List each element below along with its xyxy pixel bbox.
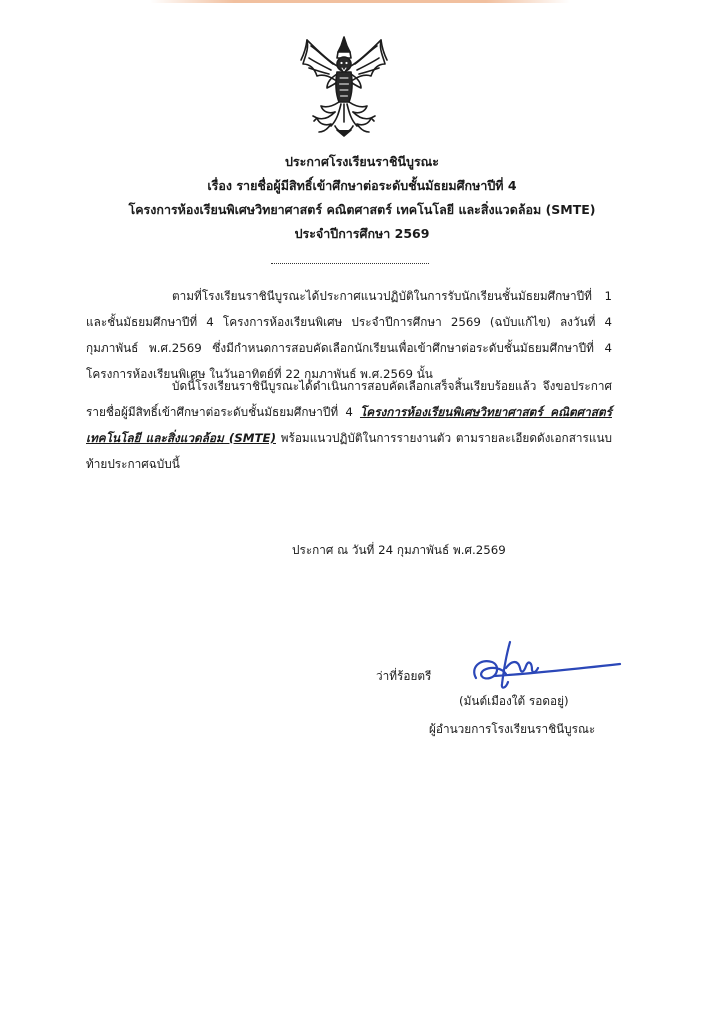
garuda-emblem [297,34,391,138]
handwritten-signature [466,638,626,698]
academic-year-line: ประจำปีการศึกษา 2569 [294,226,430,241]
issue-date: ประกาศ ณ วันที่ 24 กุมภาพันธ์ พ.ศ.2569 [292,543,506,557]
program-emphasis: โครงการห้องเรียนพิเศษวิทยาศาสตร์ คณิตศาสตร์ เทคโนโลยี และสิ่งแวดล้อม (SMTE) [86,405,612,445]
paragraph-2-start: บัดนี้โรงเรียนราชินีบูรณะได้ดำเนินการสอบคัดเลือกเสร็จสิ้นเรียบร้อยแล้ว จึงขอประกาศรายชื่อผู้มีสิทธิ์เข้าศึกษาต่อระดับชั้นมัธยมศึกษาปีที่ 4 [86,379,612,419]
signature-ink [474,642,620,688]
paragraph-1 [86,283,612,387]
school-announcement-title: ประกาศโรงเรียนราชินีบูรณะ [285,154,439,169]
program-name-line: โครงการห้องเรียนพิเศษวิทยาศาสตร์ คณิตศาสตร์ เทคโนโลยี และสิ่งแวดล้อม (SMTE) [128,202,596,217]
paragraph-1-text: ตามที่โรงเรียนราชินีบูรณะได้ประกาศแนวปฏิบัติในการรับนักเรียนชั้นมัธยมศึกษาปีที่ 1 และชั้นมัธยมศึกษาปีที่ 4 โครงการห้องเรียนพิเศษ ประจำปีการศึกษา 2569 (ฉบับแก้ไข) ลงวันที่ 4 กุมภาพันธ์ พ.ศ.2569 ซึ่งมีกำหนดการสอบคัดเลือกนักเรียนเพื่อเข้าศึกษาต่อระดับชั้นมัธยมศึกษาปีที่ 4 โครงการห้องเรียนพิเศษ ในวันอาทิตย์ที่ 22 กุมภาพันธ์ พ.ศ.2569 นั้น [86,289,612,381]
paragraph-2-end: พร้อมแนวปฏิบัติในการรายงานตัว ตามรายละเอียดดังเอกสารแนบท้ายประกาศฉบับนี้ [86,431,613,471]
dotted-separator [271,263,429,264]
announcement-header [60,150,664,246]
signer-title: ผู้อำนวยการโรงเรียนราชินีบูรณะ [429,722,596,736]
signer-name: (มันต์เมืองใต้ รอดอยู่) [459,694,569,708]
top-decorative-rule [150,0,570,3]
paragraph-2 [86,373,612,477]
signer-rank: ว่าที่ร้อยตรี [376,669,432,683]
subject-line: เรื่อง รายชื่อผู้มีสิทธิ์เข้าศึกษาต่อระดับชั้นมัธยมศึกษาปีที่ 4 [207,178,517,193]
